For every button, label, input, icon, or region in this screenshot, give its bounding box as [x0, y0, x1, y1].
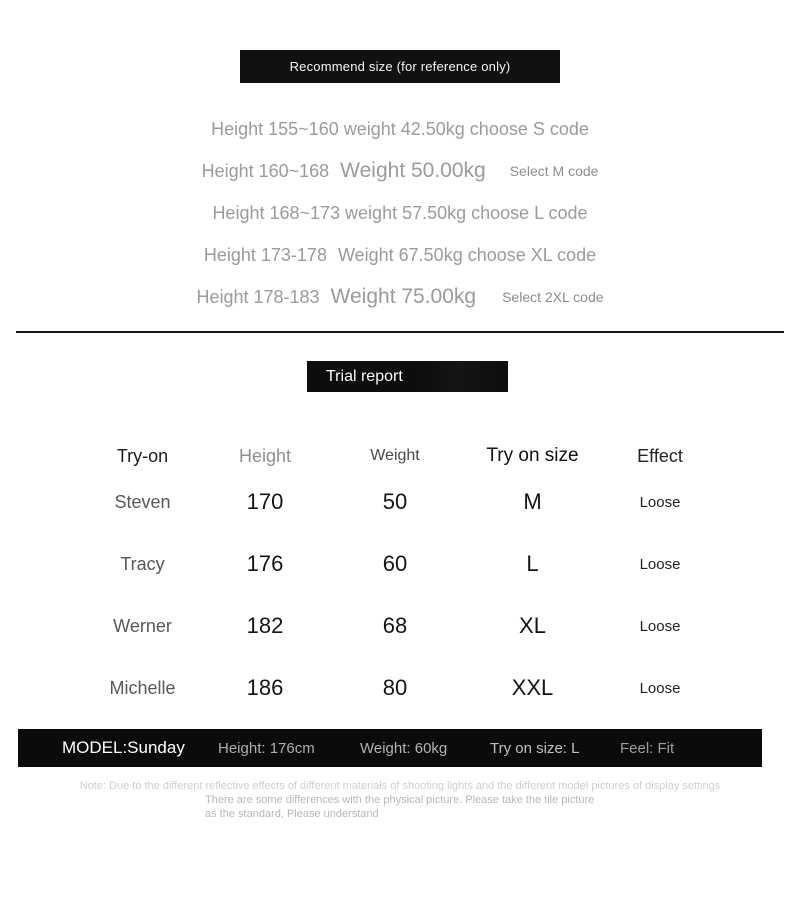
size-line-height-range: Height 178-183 — [196, 286, 320, 307]
recommend-size-banner — [240, 50, 560, 83]
model-height: Height: 176cm — [218, 739, 315, 757]
cell-effect: Loose — [639, 555, 681, 573]
size-line-weight-code: Weight 67.50kg choose XL code — [337, 244, 597, 265]
model-size: Try on size: L — [490, 739, 580, 757]
cell-name: Werner — [113, 615, 172, 636]
size-line-xl — [0, 234, 800, 276]
trial-report-banner-label: Trial report — [326, 367, 403, 385]
disclaimer-note — [0, 779, 800, 821]
size-line-m — [0, 150, 800, 192]
disclaimer-line-1: Note: Due to the different reflective effects of different materials of shooting lights and the different model pictures of display settings — [79, 780, 721, 792]
cell-weight: 68 — [382, 613, 408, 638]
cell-size: XXL — [511, 675, 554, 700]
size-line-height-range: Height 173-178 — [203, 244, 327, 265]
table-row — [85, 471, 715, 533]
trial-report-table — [85, 441, 715, 719]
col-header-weight: Weight — [370, 447, 420, 464]
cell-effect: Loose — [639, 679, 681, 697]
cell-size: L — [526, 551, 539, 576]
col-header-tryon: Try-on — [116, 445, 169, 466]
cell-weight: 80 — [382, 675, 408, 700]
cell-height: 170 — [246, 489, 284, 514]
size-line-code: Select M code — [509, 163, 599, 179]
cell-name: Steven — [114, 491, 171, 512]
cell-name: Tracy — [120, 553, 165, 574]
size-line-height-range: Height 160~168 — [201, 160, 330, 181]
col-header-height: Height — [238, 445, 292, 466]
size-line-l — [0, 192, 800, 234]
col-header-effect: Effect — [637, 445, 683, 466]
size-line-text: Height 168~173 weight 57.50kg choose L code — [212, 202, 588, 223]
model-feel: Feel: Fit — [620, 739, 675, 757]
col-header-size: Try on size — [486, 445, 579, 466]
model-weight: Weight: 60kg — [360, 739, 448, 757]
cell-weight: 50 — [382, 489, 408, 514]
size-chart-page — [0, 50, 800, 912]
model-name: MODEL:Sunday — [62, 738, 185, 757]
size-line-text: Height 155~160 weight 42.50kg choose S code — [211, 118, 589, 139]
cell-size: M — [523, 489, 542, 514]
cell-name: Michelle — [109, 677, 176, 698]
recommend-size-list — [0, 108, 800, 318]
cell-size: XL — [519, 613, 546, 638]
size-line-s — [0, 108, 800, 150]
table-row — [85, 533, 715, 595]
cell-weight: 60 — [382, 551, 408, 576]
trial-report-banner — [307, 361, 508, 392]
cell-effect: Loose — [639, 617, 681, 635]
size-line-code: Select 2XL code — [502, 289, 604, 305]
section-divider — [16, 331, 784, 333]
disclaimer-line-3: as the standard, Please understand — [205, 808, 379, 820]
size-line-weight: Weight 75.00kg — [330, 285, 477, 308]
table-row — [85, 657, 715, 719]
size-line-2xl — [0, 276, 800, 318]
cell-height: 182 — [246, 613, 284, 638]
size-line-weight: Weight 50.00kg — [340, 159, 486, 182]
cell-effect: Loose — [639, 493, 681, 511]
cell-height: 176 — [246, 551, 284, 576]
table-header-row — [85, 441, 715, 471]
model-info-bar — [18, 729, 762, 767]
disclaimer-line-2: There are some differences with the physical picture. Please take the tile picture — [205, 794, 595, 806]
recommend-size-banner-label: Recommend size (for reference only) — [289, 59, 511, 74]
table-row — [85, 595, 715, 657]
cell-height: 186 — [246, 675, 284, 700]
